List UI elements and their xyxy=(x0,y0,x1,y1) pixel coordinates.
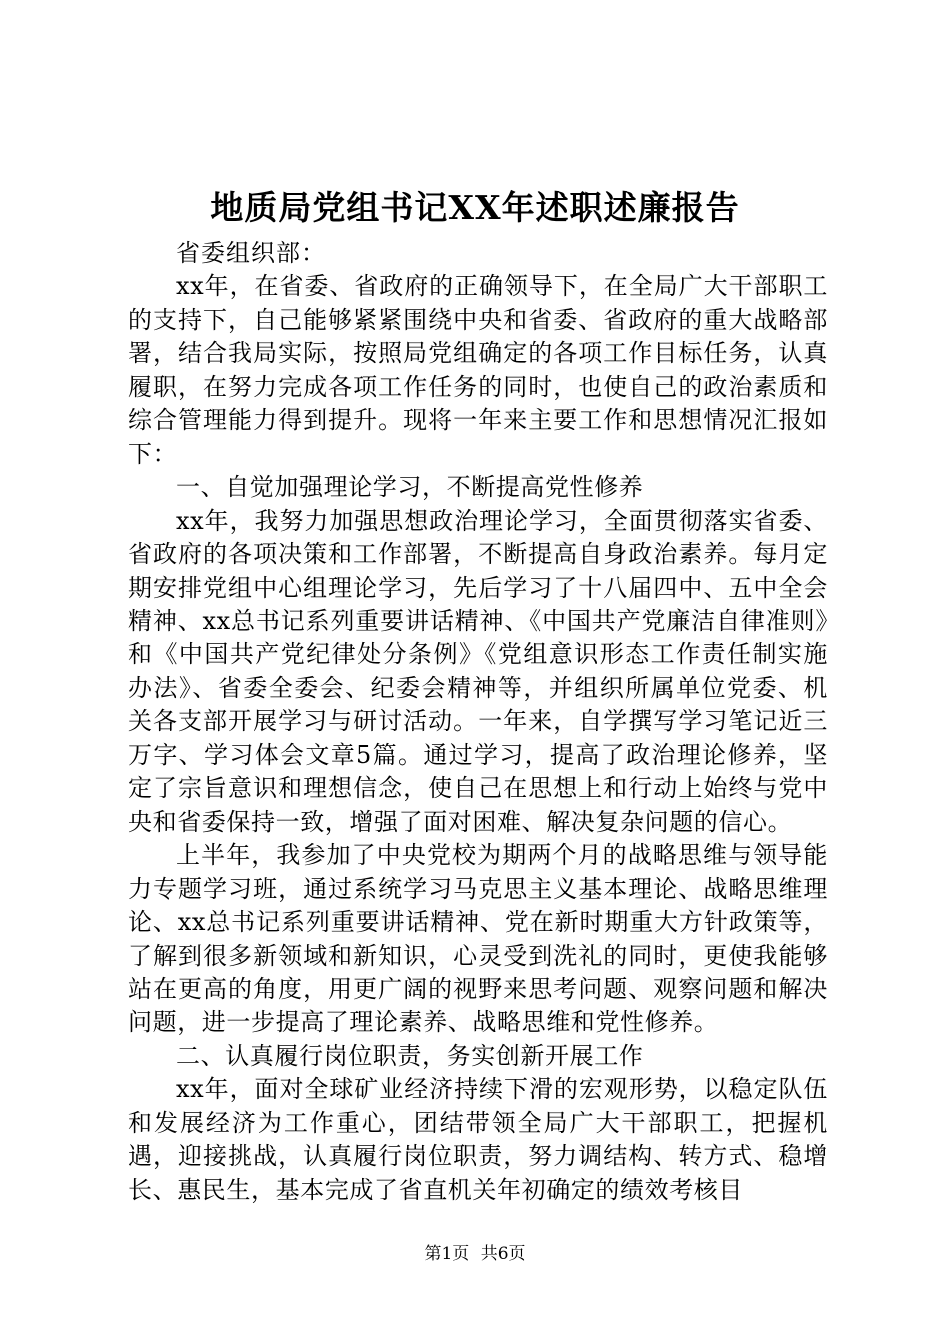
page-title: 地质局党组书记XX年述职述廉报告 xyxy=(210,188,740,227)
salutation: 省委组织部： xyxy=(176,239,326,267)
intro-paragraph: xx年，在省委、省政府的正确领导下，在全局广大干部职工的支持下，自己能够紧紧围绕中央和省委、省政府的重大战略部署，结合我局实际，按照局党组确定的各项工作目标任务，认真履职，在努力完成各项工作任务的同时，也使自己的政治素质和综合管理能力得到提升。现将一年来主要工作和思想情况汇报如下： xyxy=(128,272,828,468)
section-heading-1: 一、自觉加强理论学习，不断提高党性修养 xyxy=(176,473,644,502)
page-footer xyxy=(0,1242,950,1266)
page-number: 第1页 xyxy=(424,1244,470,1264)
section-heading-2: 二、认真履行岗位职责，务实创新开展工作 xyxy=(176,1041,644,1070)
page-total: 共6页 xyxy=(480,1244,526,1264)
body-paragraph: xx年，我努力加强思想政治理论学习，全面贯彻落实省委、省政府的各项决策和工作部署，不断提高自身政治素养。每月定期安排党组中心组理论学习，先后学习了十八届四中、五中全会精神、xx总书记系列重要讲话精神、《中国共产党廉洁自律准则》和《中国共产党纪律处分条例》《党组意识形态工作责任制实施办法》、省委全委会、纪委会精神等，并组织所属单位党委、机关各支部开展学习与研讨活动。一年来，自学撰写学习笔记近三万字、学习体会文章5篇。通过学习，提高了政治理论修养，坚定了宗旨意识和理想信念，使自己在思想上和行动上始终与党中央和省委保持一致，增强了面对困难、解决复杂问题的信心。 xyxy=(128,506,828,836)
body-paragraph: 上半年，我参加了中央党校为期两个月的战略思维与领导能力专题学习班，通过系统学习马克思主义基本理论、战略思维理论、xx总书记系列重要讲话精神、党在新时期重大方针政策等，了解到很多新领域和新知识，心灵受到洗礼的同时，更使我能够站在更高的角度，用更广阔的视野来思考问题、观察问题和解决问题，进一步提高了理论素养、战略思维和党性修养。 xyxy=(128,841,828,1037)
body-paragraph: xx年，面对全球矿业经济持续下滑的宏观形势，以稳定队伍和发展经济为工作重心，团结带领全局广大干部职工，把握机遇，迎接挑战，认真履行岗位职责，努力调结构、转方式、稳增长、惠民生，基本完成了省直机关年初确定的绩效考核目 xyxy=(128,1075,828,1204)
document-body xyxy=(128,237,828,1207)
